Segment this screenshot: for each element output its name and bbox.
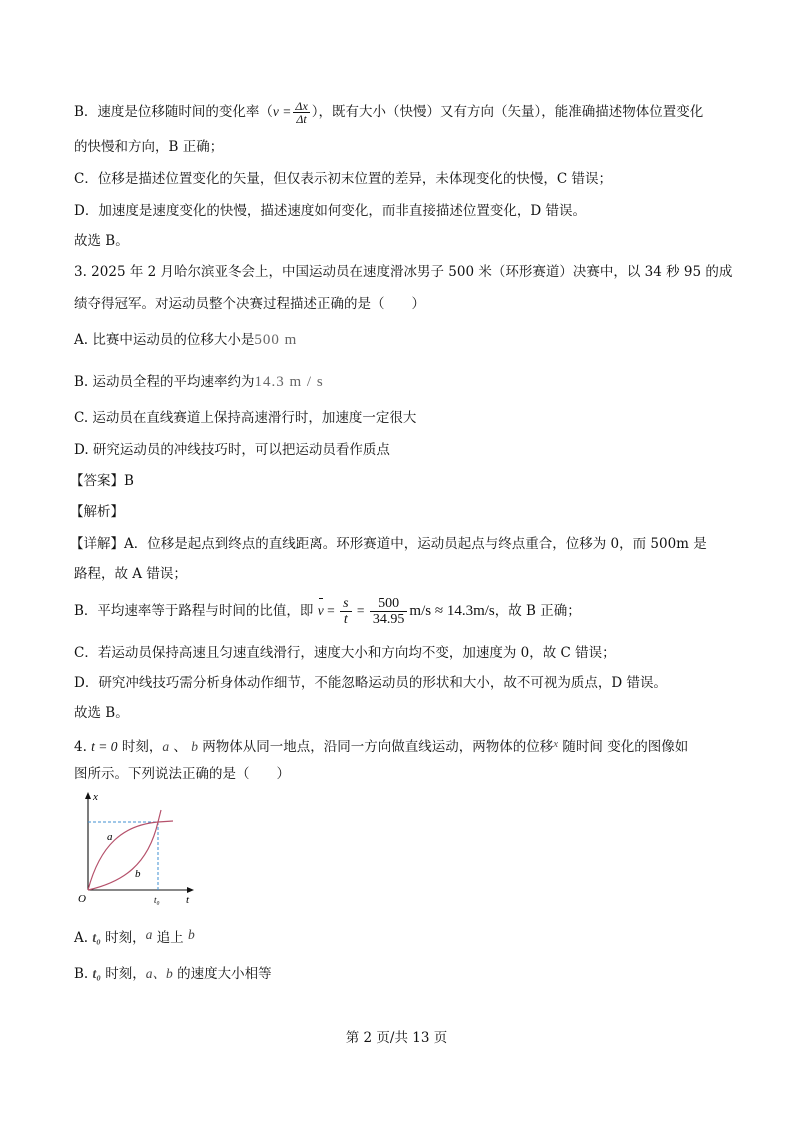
- text: 、: [169, 739, 192, 755]
- equals: =: [353, 603, 368, 618]
- q3-option-c: C. 运动员在直线赛道上保持高速滑行时，加速度一定很大: [74, 410, 417, 426]
- curve-b-label: b: [135, 868, 141, 880]
- q4-stem-line2: 图所示。下列说法正确的是（ ）: [74, 766, 290, 782]
- option-text: B. 运动员全程的平均速率约为: [74, 374, 255, 390]
- text: 两物体从同一地点，沿同一方向做直线运动，两物体的位移: [197, 739, 554, 755]
- numerator: s: [340, 596, 351, 612]
- t0-tick-label: t₀: [154, 895, 160, 905]
- page-footer: 第 2 页/共 13 页: [345, 1030, 448, 1046]
- q3-detail-d: D．研究冲线技巧需分析身体动作细节，不能忽略运动员的形状和大小，故不可视为质点，D 错误。: [74, 675, 667, 691]
- q3-detail-line1: 【详解】A．位移是起点到终点的直线距离。环形赛道中，运动员起点与终点重合，位移为 0，而 500m 是: [70, 536, 707, 552]
- text: 时刻，: [100, 966, 146, 982]
- s-over-t: [340, 596, 351, 627]
- formula-denominator: Δt: [296, 112, 307, 126]
- q4-stem-line1: [74, 734, 688, 757]
- text: 时刻，: [117, 739, 163, 755]
- math: a: [162, 739, 170, 754]
- q4-option-a: [74, 925, 195, 948]
- formula-lhs: v =: [272, 104, 292, 119]
- y-axis-arrow: [85, 792, 91, 799]
- math: b: [191, 739, 198, 754]
- q3-option-a: [74, 330, 297, 350]
- text: 追上: [152, 930, 188, 946]
- math: t₀: [92, 966, 101, 981]
- q3-stem-line1: 3. 2025 年 2 月哈尔滨亚冬会上，中国运动员在速度滑冰男子 500 米（环形赛道）决赛中，以 34 秒 95 的成: [74, 264, 733, 280]
- x-axis-arrow: [187, 887, 194, 893]
- avg-speed-symbol: v: [318, 597, 324, 625]
- q3-option-b: [74, 372, 324, 392]
- q4-option-b: [74, 964, 272, 984]
- q2-explain-c: C．位移是描述位置变化的矢量，但仅表示初末位置的差异，未体现变化的快慢，C 错误；: [74, 171, 612, 187]
- option-value: 500 m: [254, 332, 298, 348]
- q3-option-d: D. 研究运动员的冲线技巧时，可以把运动员看作质点: [74, 442, 390, 458]
- q3-stem-line2: 绩夺得冠军。对运动员整个决赛过程描述正确的是（ ）: [74, 296, 425, 312]
- text: B.: [74, 966, 93, 982]
- text: A.: [74, 930, 93, 946]
- text: 4.: [74, 739, 92, 755]
- formula-numerator: Δx: [295, 99, 308, 113]
- denominator: 34.95: [372, 612, 405, 627]
- math: x: [553, 738, 559, 750]
- q2-choose: 故选 B。: [74, 233, 129, 249]
- q2-explain-b-line1: [74, 100, 703, 125]
- q4-xt-graph: [78, 790, 198, 906]
- math: a、b: [145, 966, 173, 981]
- q2-explain-d: D．加速度是速度变化的快慢，描述速度如何变化，而非直接描述位置变化，D 错误。: [74, 203, 586, 219]
- q3-detail-line2: 路程，故 A 错误；: [74, 566, 187, 582]
- text: B．速度是位移随时间的变化率（: [74, 104, 273, 120]
- equals: =: [323, 603, 339, 618]
- denominator: t: [343, 612, 348, 627]
- option-text: A. 比赛中运动员的位移大小是: [74, 332, 255, 348]
- curve-a-label: a: [107, 831, 113, 843]
- text: 的速度大小相等: [172, 966, 272, 982]
- q2-explain-b-line2: 的快慢和方向，B 正确；: [74, 139, 224, 155]
- option-value: 14.3 m / s: [254, 374, 324, 390]
- numerator: 500: [370, 596, 408, 612]
- q3-analysis-tag: 【解析】: [70, 504, 124, 520]
- answer-value: B: [124, 473, 134, 489]
- q3-detail-b: [74, 596, 581, 627]
- q3-detail-c: C．若运动员保持高速且匀速直线滑行，速度大小和方向均不变，加速度为 0，故 C 错误；: [74, 645, 616, 661]
- result: m/s ≈ 14.3m/s: [409, 603, 495, 619]
- origin-label: O: [78, 893, 86, 905]
- y-axis-label: x: [93, 791, 98, 803]
- numeric-fraction: [370, 596, 408, 627]
- x-axis-label: t: [186, 894, 190, 906]
- q3-answer: [70, 471, 134, 491]
- q3-choose: 故选 B。: [74, 705, 129, 721]
- math: b: [187, 927, 195, 942]
- math: a: [145, 927, 153, 942]
- answer-tag: 【答案】: [70, 473, 124, 489]
- text: 时刻，: [100, 930, 146, 946]
- math: t₀: [92, 930, 101, 945]
- text: ），既有大小（快慢）又有方向（矢量），能准确描述物体位置变化: [311, 104, 704, 120]
- text: ，故 B 正确；: [494, 603, 581, 619]
- formula-fraction: [293, 100, 309, 125]
- text: 随时间 变化的图像如: [558, 739, 689, 755]
- math: t = 0: [91, 739, 118, 754]
- curve-a: [88, 821, 173, 890]
- text: B．平均速率等于路程与时间的比值，即: [74, 603, 314, 619]
